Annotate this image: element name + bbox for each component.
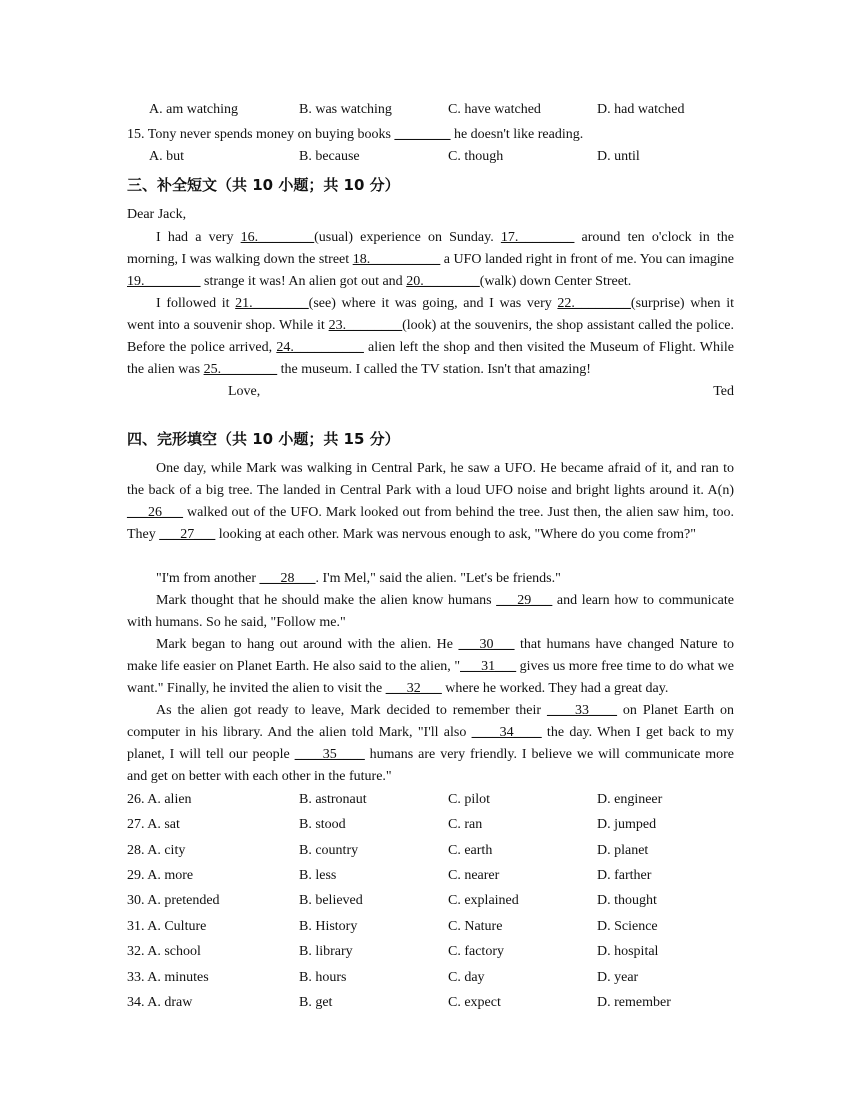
blank-31: ___31___ [460,659,517,674]
q15-stem: 15. Tony never spends money on buying books ________ he doesn't like reading. [127,127,584,142]
blank-35: ____35____ [294,747,365,762]
q14-option-a: A. am watching [149,102,239,117]
section3-paragraph-1: I had a very 16.________(usual) experience on Sunday. 17.________ around ten o'clock in the morning, I was walking down the street 18.__________ a UFO landed right in front of me. You can imagine 19.________ strange it was! An alien got out and 20.________(walk) down Center Street. [127,230,735,289]
blank-32: ___32___ [385,681,442,696]
blank-26: ___26___ [127,505,183,520]
blank-28: ___28___ [259,571,316,586]
question-33: 33. A. minutes B. hours C. day D. year [127,970,639,985]
question-31: 31. A. Culture B. History C. Nature D. Science [127,919,658,934]
question-27: 27. A. sat B. stood C. ran D. jumped [127,817,657,832]
q15-options [127,147,734,167]
q15-option-d: D. until [597,149,640,164]
blank-27: ___27___ [159,527,216,542]
blank-30: ___30___ [458,637,515,652]
q15-blank: ________ [394,127,451,142]
q15-option-a: A. but [149,149,184,164]
letter-salutation: Dear Jack, [127,207,187,222]
section4-paragraph-4: Mark began to hang out around with the alien. He ___30___ that humans have changed Nature to make life easier on Planet Earth. He also said to the alien, "___31___ gives us more free time to do what we want." Finally, he invited the alien to visit the ___32___ where he worked. They had a great day. [127,637,734,696]
q14-option-d: D. had watched [597,102,685,117]
blank-20: 20.________ [406,274,480,289]
question-28: 28. A. city B. country C. earth D. planet [127,843,649,858]
blank-25: 25.________ [203,362,278,377]
section4-heading: 四、完形填空（共 10 小题；共 15 分） [127,430,400,448]
letter-closing: Love, [228,384,261,399]
q14-option-c: C. have watched [448,102,541,117]
section3-paragraph-2: I followed it 21.________(see) where it was going, and I was very 22.________(surprise) when it went into a souvenir shop. While it 23.________(look) at the souvenirs, the shop assistant called the police. Before the police arrived, 24.__________ alien left the shop and then visited the Museum of Flight. While the alien was 25.________ the museum. I called the TV station. Isn't that amazing! [127,296,734,377]
section4-paragraph-5: As the alien got ready to leave, Mark decided to remember their ____33____ on Planet Earth on computer in his library. And the alien told Mark, "I'll also ____34____ the day. When I get back to my planet, I will tell our people ____35____ humans are very friendly. I believe we will communicate more and get on better with each other in the future." [127,703,735,784]
q14-options [127,100,734,120]
question-34: 34. A. draw B. get C. expect D. remember [127,995,671,1010]
question-26: 26. A. alien B. astronaut C. pilot D. engineer [127,792,663,807]
section4-paragraph-1: One day, while Mark was walking in Central Park, he saw a UFO. He became afraid of it, and ran to the back of a big tree. The landed in Central Park with a loud UFO noise and bright lights around it. A(n) ___26___ walked out of the UFO. Mark looked out from behind the tree. Just then, the alien saw him, too. They ___27___ looking at each other. Mark was nervous enough to ask, "Where do you come from?" [127,461,734,542]
q14-option-b: B. was watching [299,102,392,117]
question-32: 32. A. school B. library C. factory D. hospital [127,944,659,959]
blank-22: 22.________ [557,296,631,311]
blank-17: 17.________ [500,230,575,245]
question-30: 30. A. pretended B. believed C. explained D. thought [127,893,657,908]
blank-19: 19.________ [127,274,201,289]
q15-option-b: B. because [299,149,360,164]
question-29: 29. A. more B. less C. nearer D. farther [127,868,652,883]
blank-33: ____33____ [547,703,617,718]
blank-16: 16.________ [240,230,315,245]
blank-23: 23.________ [328,318,403,333]
blank-29: ___29___ [496,593,553,608]
letter-signature: Ted [713,384,734,399]
q15-option-c: C. though [448,149,504,164]
blank-34: ____34____ [471,725,542,740]
blank-21: 21.________ [235,296,309,311]
section3-heading: 三、补全短文（共 10 小题；共 10 分） [127,176,400,194]
section4-paragraph-3: Mark thought that he should make the alien know humans ___29___ and learn how to communicate with humans. So he said, "Follow me." [127,593,734,630]
blank-18: 18.__________ [352,252,441,267]
blank-24: 24.__________ [276,340,364,355]
section4-paragraph-2: "I'm from another ___28___. I'm Mel," said the alien. "Let's be friends." [156,571,561,586]
